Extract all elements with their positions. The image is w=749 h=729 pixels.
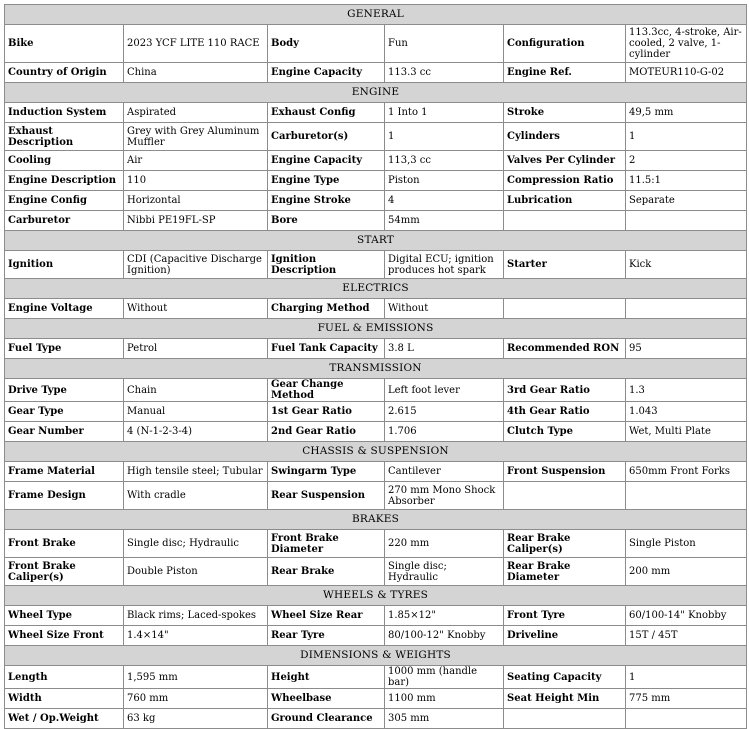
spec-value: 1.85×12" [385,606,504,626]
spec-label: Compression Ratio [504,171,626,191]
spec-value: Nibbi PE19FL-SP [124,211,268,231]
section-header [5,5,747,25]
spec-label: Length [5,666,124,689]
spec-label: 3rd Gear Ratio [504,379,626,402]
spec-label: Wheel Size Rear [268,606,385,626]
spec-value: 113.3 cc [385,63,504,83]
spec-label: Wheelbase [268,689,385,709]
table-row [5,379,747,402]
spec-label: Wheel Type [5,606,124,626]
spec-value: 1.043 [626,402,747,422]
spec-label: Front Brake Diameter [268,530,385,558]
table-row [5,402,747,422]
spec-value: 1 [626,666,747,689]
table-row [5,606,747,626]
spec-label: Ignition [5,251,124,279]
section-header [5,442,747,462]
table-row [5,689,747,709]
spec-value [626,482,747,510]
spec-label [504,211,626,231]
spec-label: 1st Gear Ratio [268,402,385,422]
spec-label: Charging Method [268,299,385,319]
spec-value: 11.5:1 [626,171,747,191]
section-title: WHEELS & TYRES [5,586,747,606]
spec-label: Rear Brake Caliper(s) [504,530,626,558]
spec-value [626,299,747,319]
section-header [5,279,747,299]
section-title: GENERAL [5,5,747,25]
spec-value: 2 [626,151,747,171]
table-row [5,482,747,510]
spec-label: 4th Gear Ratio [504,402,626,422]
spec-value [626,211,747,231]
spec-label: Rear Suspension [268,482,385,510]
spec-value: CDI (Capacitive Discharge Ignition) [124,251,268,279]
spec-label: Configuration [504,25,626,63]
spec-label: Body [268,25,385,63]
table-row [5,151,747,171]
section-title: ELECTRICS [5,279,747,299]
spec-label: Rear Brake [268,558,385,586]
spec-label: Cooling [5,151,124,171]
table-row [5,211,747,231]
section-title: DIMENSIONS & WEIGHTS [5,646,747,666]
table-row [5,299,747,319]
spec-label: Stroke [504,103,626,123]
table-row [5,123,747,151]
spec-value: 1.4×14" [124,626,268,646]
spec-label: Exhaust Description [5,123,124,151]
spec-value: 113,3 cc [385,151,504,171]
spec-value: Single Piston [626,530,747,558]
spec-label: Driveline [504,626,626,646]
section-header [5,586,747,606]
spec-label: Carburetor(s) [268,123,385,151]
section-title: CHASSIS & SUSPENSION [5,442,747,462]
spec-value: 305 mm [385,709,504,729]
spec-label: Valves Per Cylinder [504,151,626,171]
spec-value: Air [124,151,268,171]
spec-label: Engine Voltage [5,299,124,319]
table-row [5,422,747,442]
section-header [5,231,747,251]
spec-value: 1 [626,123,747,151]
spec-label: Seat Height Min [504,689,626,709]
spec-table-body [5,5,747,729]
spec-label [504,482,626,510]
table-row [5,626,747,646]
spec-value: 1.706 [385,422,504,442]
spec-value: High tensile steel; Tubular [124,462,268,482]
spec-value: 1000 mm (handle bar) [385,666,504,689]
spec-value: Single disc; Hydraulic [124,530,268,558]
spec-label: Fuel Type [5,339,124,359]
spec-label: Carburetor [5,211,124,231]
spec-label: Clutch Type [504,422,626,442]
spec-value: Grey with Grey Aluminum Muffler [124,123,268,151]
spec-value: Single disc; Hydraulic [385,558,504,586]
spec-label: Seating Capacity [504,666,626,689]
table-row [5,339,747,359]
spec-label: Front Tyre [504,606,626,626]
spec-value: 1 [385,123,504,151]
spec-label: Fuel Tank Capacity [268,339,385,359]
table-row [5,251,747,279]
spec-label: Bore [268,211,385,231]
section-title: TRANSMISSION [5,359,747,379]
spec-value: 60/100-14" Knobby [626,606,747,626]
spec-value: Wet, Multi Plate [626,422,747,442]
spec-value: Aspirated [124,103,268,123]
table-row [5,709,747,729]
spec-value: 54mm [385,211,504,231]
spec-label: Frame Material [5,462,124,482]
table-row [5,191,747,211]
spec-value: 4 (N-1-2-3-4) [124,422,268,442]
table-row [5,530,747,558]
spec-label: Lubrication [504,191,626,211]
spec-value: 220 mm [385,530,504,558]
spec-value: Horizontal [124,191,268,211]
spec-label: Wheel Size Front [5,626,124,646]
spec-value: Kick [626,251,747,279]
table-row [5,666,747,689]
spec-value: 270 mm Mono Shock Absorber [385,482,504,510]
spec-value: MOTEUR110-G-02 [626,63,747,83]
table-row [5,25,747,63]
spec-value: 1 Into 1 [385,103,504,123]
spec-label: Wet / Op.Weight [5,709,124,729]
spec-value: Left foot lever [385,379,504,402]
section-header [5,359,747,379]
spec-value: 775 mm [626,689,747,709]
spec-label: Swingarm Type [268,462,385,482]
spec-label: Front Suspension [504,462,626,482]
spec-value: Black rims; Laced-spokes [124,606,268,626]
spec-value: 80/100-12" Knobby [385,626,504,646]
spec-value: Cantilever [385,462,504,482]
spec-value: Without [385,299,504,319]
section-header [5,83,747,103]
spec-value: 3.8 L [385,339,504,359]
spec-label: Engine Config [5,191,124,211]
spec-label: 2nd Gear Ratio [268,422,385,442]
table-row [5,63,747,83]
spec-label: Engine Capacity [268,151,385,171]
spec-value: 2023 YCF LITE 110 RACE [124,25,268,63]
spec-value: With cradle [124,482,268,510]
spec-label: Rear Tyre [268,626,385,646]
spec-label: Front Brake Caliper(s) [5,558,124,586]
spec-label: Width [5,689,124,709]
spec-value [626,709,747,729]
spec-label: Engine Capacity [268,63,385,83]
spec-label: Cylinders [504,123,626,151]
spec-label: Frame Design [5,482,124,510]
spec-label: Engine Description [5,171,124,191]
spec-label: Country of Origin [5,63,124,83]
table-row [5,171,747,191]
spec-value: Separate [626,191,747,211]
table-row [5,103,747,123]
spec-value: 63 kg [124,709,268,729]
section-header [5,646,747,666]
spec-value: Piston [385,171,504,191]
spec-value: 113.3cc, 4-stroke, Air-cooled, 2 valve, 1-cylinder [626,25,747,63]
spec-value: 650mm Front Forks [626,462,747,482]
spec-label: Engine Ref. [504,63,626,83]
spec-label: Bike [5,25,124,63]
spec-value: 110 [124,171,268,191]
spec-label [504,709,626,729]
spec-value: Double Piston [124,558,268,586]
spec-value: Chain [124,379,268,402]
table-row [5,462,747,482]
spec-label: Rear Brake Diameter [504,558,626,586]
spec-label: Exhaust Config [268,103,385,123]
spec-value: 49,5 mm [626,103,747,123]
section-title: ENGINE [5,83,747,103]
spec-value: 1,595 mm [124,666,268,689]
spec-label: Ignition Description [268,251,385,279]
spec-value: Digital ECU; ignition produces hot spark [385,251,504,279]
spec-value: 2.615 [385,402,504,422]
spec-label: Front Brake [5,530,124,558]
section-header [5,510,747,530]
spec-value: 15T / 45T [626,626,747,646]
section-header [5,319,747,339]
spec-label [504,299,626,319]
spec-value: Petrol [124,339,268,359]
spec-label: Height [268,666,385,689]
spec-value: 760 mm [124,689,268,709]
spec-label: Recommended RON [504,339,626,359]
spec-value: Fun [385,25,504,63]
spec-value: 1.3 [626,379,747,402]
spec-label: Ground Clearance [268,709,385,729]
spec-value: 4 [385,191,504,211]
section-title: BRAKES [5,510,747,530]
spec-value: Without [124,299,268,319]
spec-label: Gear Change Method [268,379,385,402]
table-row [5,558,747,586]
spec-table [4,4,747,729]
spec-label: Starter [504,251,626,279]
section-title: FUEL & EMISSIONS [5,319,747,339]
spec-label: Engine Stroke [268,191,385,211]
spec-value: Manual [124,402,268,422]
section-title: START [5,231,747,251]
spec-value: 95 [626,339,747,359]
spec-label: Gear Number [5,422,124,442]
spec-value: China [124,63,268,83]
spec-label: Drive Type [5,379,124,402]
spec-label: Engine Type [268,171,385,191]
spec-label: Gear Type [5,402,124,422]
spec-value: 200 mm [626,558,747,586]
spec-label: Induction System [5,103,124,123]
spec-value: 1100 mm [385,689,504,709]
